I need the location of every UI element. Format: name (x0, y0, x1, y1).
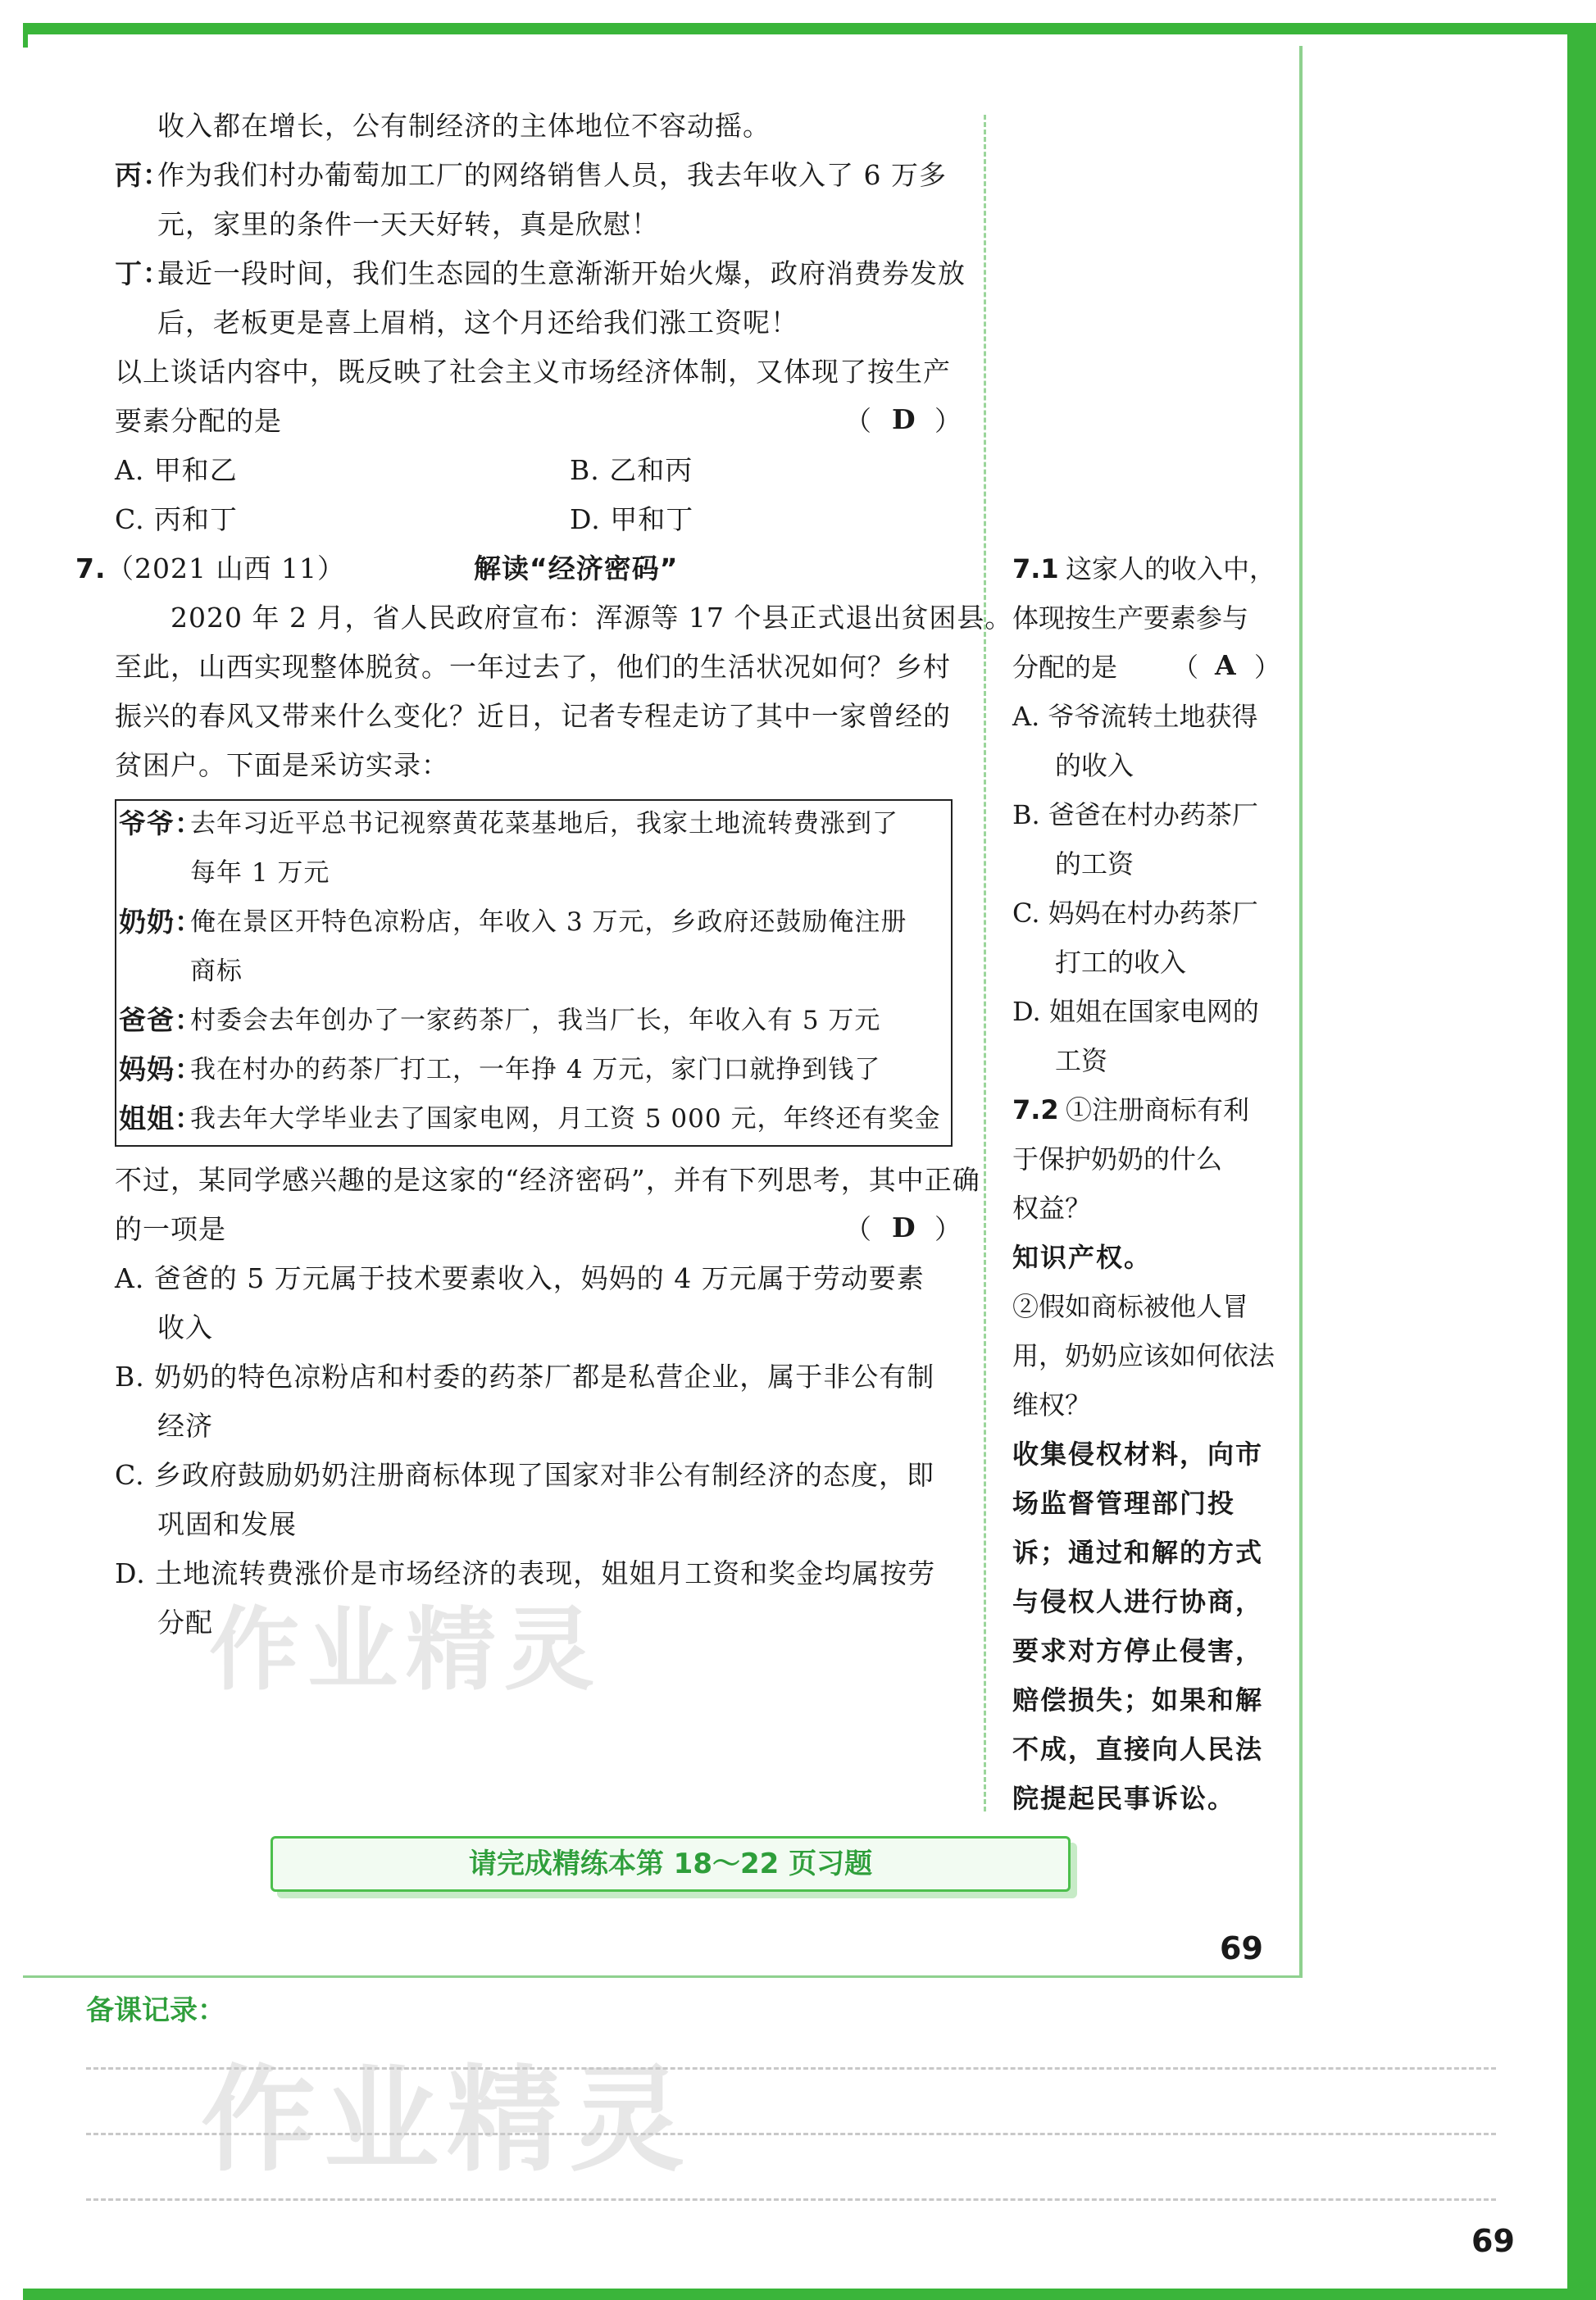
sidebar-line: ②假如商标被他人冒 (1012, 1291, 1249, 1322)
interview-line: 商标 (190, 957, 243, 986)
answer-letter: D (892, 1211, 916, 1243)
text-line: 后，老板更是喜上眉梢，这个月还给我们涨工资呢！ (157, 307, 798, 339)
option-a: A. 爸爸的 5 万元属于技术要素收入，妈妈的 4 万元属于劳动要素 (115, 1262, 925, 1294)
answer-paren-close: ） (934, 405, 962, 437)
sidebar-option: D. 姐姐在国家电网的 (1012, 996, 1259, 1027)
question-source: （2021 山西 11） (107, 552, 345, 584)
sidebar-line: 这家人的收入中， (1066, 553, 1276, 584)
text-line: 作为我们村办葡萄加工厂的网络销售人员，我去年收入了 6 万多 (157, 159, 947, 191)
notes-label: 备课记录： (86, 1994, 225, 2027)
speaker-grandpa: 爷爷： (119, 807, 202, 839)
sidebar-option: C. 妈妈在村办药茶厂 (1012, 898, 1258, 929)
paragraph-line: 贫困户。下面是采访实录： (115, 749, 449, 781)
speaker-label: 丙： (115, 159, 171, 191)
answer-letter: D (892, 403, 916, 435)
sidebar-option: 打工的收入 (1055, 947, 1187, 978)
inner-frame-right (1299, 46, 1303, 1977)
watermark: 作业精灵 (209, 1598, 602, 1702)
answer-paren-open: （ (844, 405, 872, 437)
interview-line: 每年 1 万元 (190, 858, 330, 888)
paragraph-line: 2020 年 2 月，省人民政府宣布：浑源等 17 个县正式退出贫困县。 (171, 602, 1013, 634)
question-title: 解读“经济密码” (474, 552, 679, 584)
interview-line: 村委会去年创办了一家药茶厂，我当厂长，年收入有 5 万元 (190, 1006, 881, 1035)
paragraph-line: 振兴的春风又带来什么变化？近日，记者专程走访了其中一家曾经的 (115, 700, 951, 732)
notes-line (86, 2198, 1496, 2201)
sidebar-answer: 不成，直接向人民法 (1012, 1734, 1264, 1765)
sidebar-line: 维权？ (1012, 1389, 1092, 1420)
sidebar-option: 工资 (1055, 1045, 1108, 1076)
answer-letter: A (1215, 649, 1236, 681)
sidebar-line: 体现按生产要素参与 (1012, 602, 1249, 634)
sidebar-option: 的收入 (1055, 750, 1134, 781)
question-stem: 不过，某同学感兴趣的是这家的“经济密码”，并有下列思考，其中正确 (115, 1164, 980, 1196)
question-number: 7. (75, 552, 107, 584)
sidebar-line: 权益？ (1012, 1193, 1092, 1224)
option-a: A. 甲和乙 (115, 454, 238, 486)
option-b-cont: 经济 (157, 1410, 213, 1442)
sidebar-line: 于保护奶奶的什么 (1012, 1143, 1223, 1175)
speaker-dad: 爸爸： (119, 1004, 202, 1036)
speaker-mom: 妈妈： (119, 1053, 202, 1085)
green-frame-top (23, 23, 1596, 34)
speaker-grandma: 奶奶： (119, 906, 202, 938)
answer-paren-close: ） (934, 1213, 962, 1245)
sidebar-line: 用，奶奶应该如何依法 (1012, 1340, 1275, 1371)
option-d: D. 甲和丁 (570, 503, 694, 535)
interview-line: 我去年大学毕业去了国家电网，月工资 5 000 元，年终还有奖金 (190, 1104, 941, 1134)
option-b: B. 乙和丙 (570, 454, 693, 486)
sidebar-option: A. 爷爷流转土地获得 (1012, 701, 1258, 732)
text-line: 最近一段时间，我们生态园的生意渐渐开始火爆，政府消费券发放 (157, 257, 966, 289)
watermark: 作业精灵 (201, 2054, 693, 2188)
answer-paren-open: （ (844, 1213, 872, 1245)
option-a-cont: 收入 (157, 1311, 213, 1343)
option-c: C. 乡政府鼓励奶奶注册商标体现了国家对非公有制经济的态度，即 (115, 1459, 935, 1491)
sidebar-answer: 场监督管理部门投 (1012, 1488, 1236, 1519)
sidebar-answer: 收集侵权材料，向市 (1012, 1439, 1264, 1470)
question-stem: 要素分配的是 (115, 405, 282, 437)
text-line: 元，家里的条件一天天好转，真是欣慰！ (157, 208, 659, 240)
green-frame-right (1567, 23, 1596, 2300)
sidebar-line: 分配的是 (1012, 652, 1118, 683)
option-c: C. 丙和丁 (115, 503, 239, 535)
answer-paren-close: ） (1254, 652, 1281, 683)
notes-line (86, 2133, 1496, 2135)
sidebar-answer: 诉；通过和解的方式 (1012, 1537, 1264, 1568)
sidebar-option: B. 爸爸在村办药茶厂 (1012, 799, 1258, 830)
option-c-cont: 巩固和发展 (157, 1508, 297, 1540)
green-frame-bottom (23, 2289, 1596, 2300)
question-stem: 的一项是 (115, 1213, 226, 1245)
page-number-outer: 69 (1471, 2223, 1515, 2259)
interview-line: 俺在景区开特色凉粉店，年收入 3 万元，乡政府还鼓励俺注册 (190, 907, 907, 937)
sub-question-number: 7.2 (1012, 1094, 1059, 1125)
sub-question-number: 7.1 (1012, 553, 1059, 584)
option-d: D. 土地流转费涨价是市场经济的表现，姐姐月工资和奖金均属按劳 (115, 1557, 936, 1589)
sidebar-answer: 要求对方停止侵害， (1012, 1635, 1264, 1666)
interview-line: 去年习近平总书记视察黄花菜基地后，我家土地流转费涨到了 (190, 809, 898, 839)
sidebar-answer: 知识产权。 (1012, 1242, 1153, 1273)
sidebar-answer: 院提起民事诉讼。 (1012, 1783, 1236, 1814)
speaker-sister: 姐姐： (119, 1102, 202, 1134)
page-number-inner: 69 (1220, 1930, 1263, 1966)
answer-paren-open: （ (1172, 652, 1199, 683)
speaker-label: 丁： (115, 257, 171, 289)
sidebar-option: 的工资 (1055, 848, 1134, 880)
sidebar-line: ①注册商标有利 (1066, 1094, 1250, 1125)
text-line: 收入都在增长，公有制经济的主体地位不容动摇。 (157, 110, 771, 142)
paragraph-line: 至此，山西实现整体脱贫。一年过去了，他们的生活状况如何？乡村 (115, 651, 951, 683)
sidebar-answer: 赔偿损失；如果和解 (1012, 1684, 1264, 1716)
option-b: B. 奶奶的特色凉粉店和村委的药茶厂都是私营企业，属于非公有制 (115, 1361, 935, 1393)
option-d-cont: 分配 (157, 1607, 213, 1639)
inner-frame-bottom (23, 1975, 1303, 1978)
column-divider (984, 115, 986, 1811)
green-frame-left-corner (23, 23, 28, 48)
interview-line: 我在村办的药茶厂打工，一年挣 4 万元，家门口就挣到钱了 (190, 1055, 881, 1084)
notes-line (86, 2067, 1496, 2070)
practice-banner: 请完成精练本第 18～22 页习题 (271, 1836, 1071, 1892)
question-stem: 以上谈话内容中，既反映了社会主义市场经济体制，又体现了按生产 (115, 356, 951, 388)
sidebar-answer: 与侵权人进行协商， (1012, 1586, 1264, 1617)
